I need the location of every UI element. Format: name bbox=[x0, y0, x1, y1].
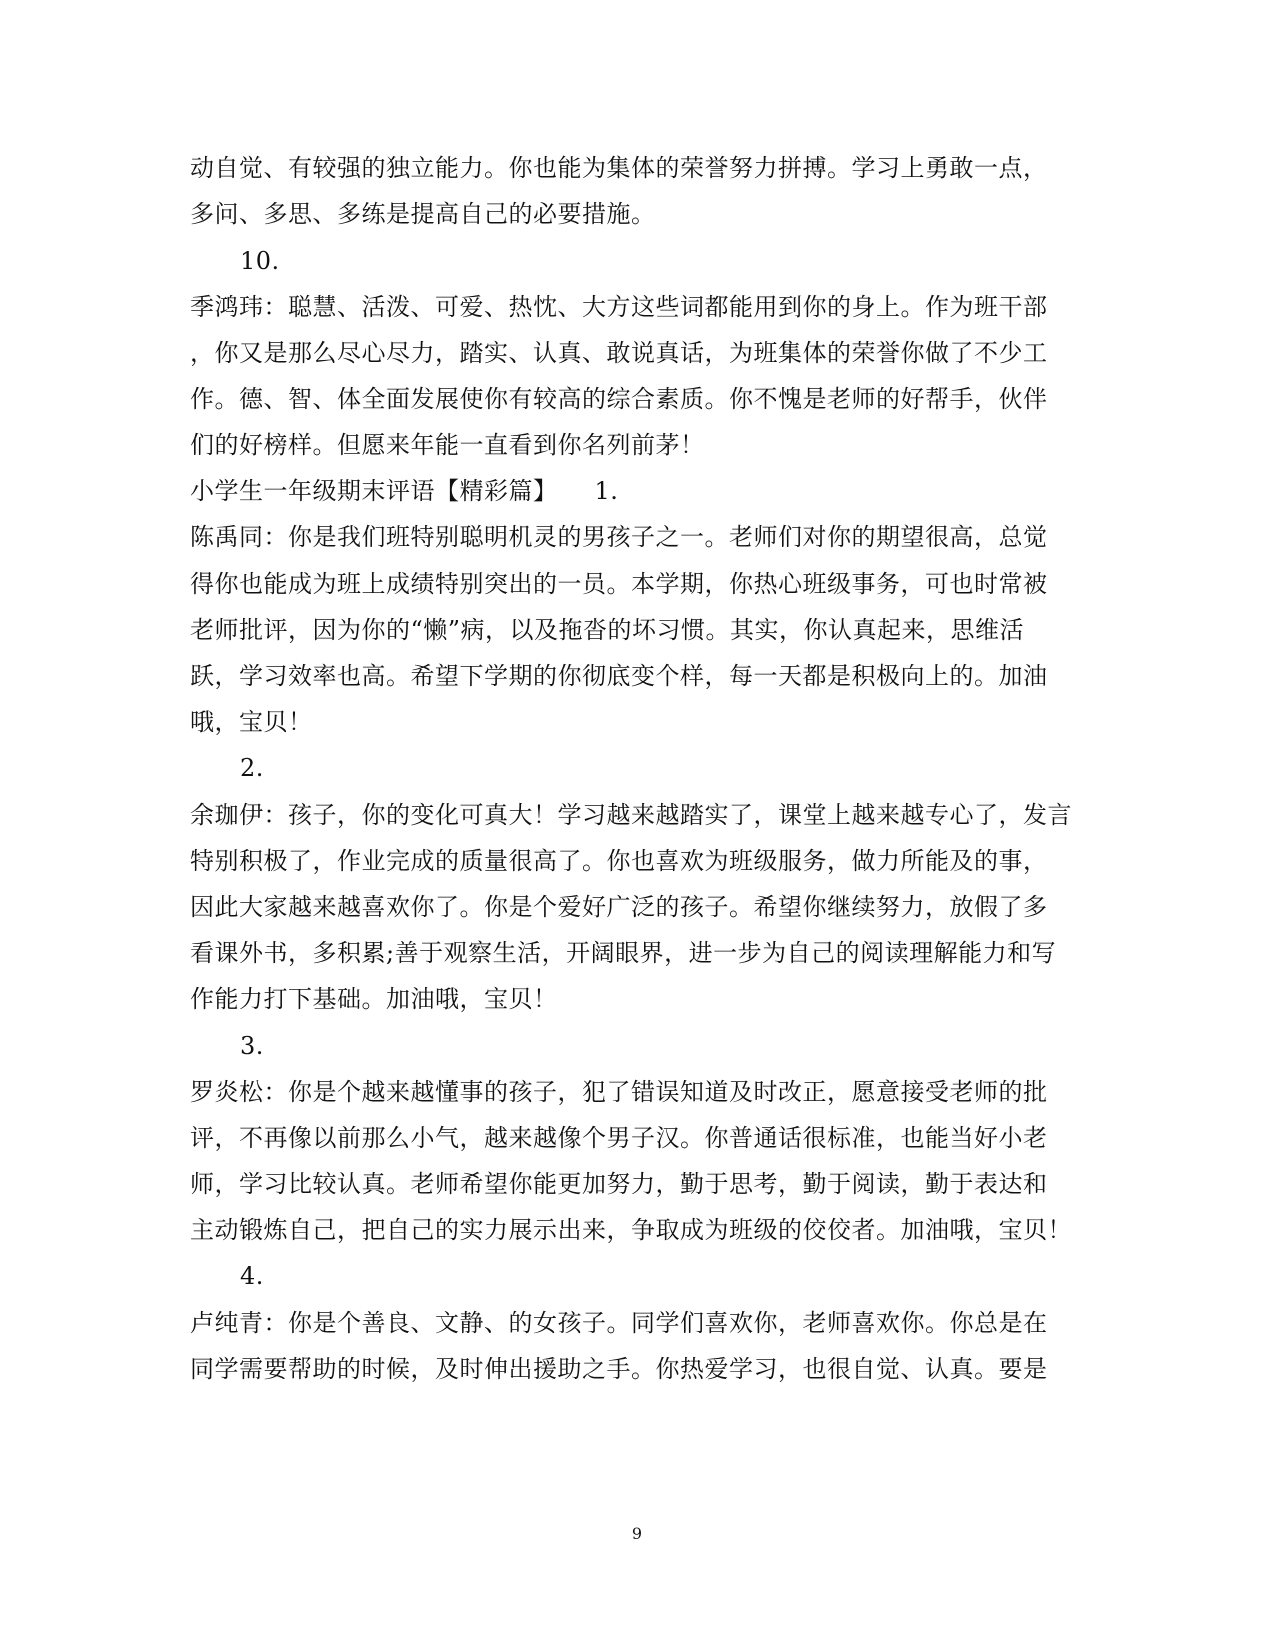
text-line: 陈禹同：你是我们班特别聪明机灵的男孩子之一。老师们对你的期望很高，总觉 bbox=[190, 523, 1048, 551]
text-line: 主动锻炼自己，把自己的实力展示出来，争取成为班级的佼佼者。加油哦，宝贝！ bbox=[190, 1216, 1072, 1244]
text-line: 老师批评，因为你的“懒”病，以及拖沓的坏习惯。其实，你认真起来，思维活 bbox=[190, 616, 1025, 644]
text-line: 多问、多思、多练是提高自己的必要措施。 bbox=[190, 200, 656, 228]
text-line: 季鸿玮：聪慧、活泼、可爱、热忱、大方这些词都能用到你的身上。作为班干部 bbox=[190, 293, 1048, 321]
item-number: 3. bbox=[240, 1032, 264, 1060]
text-line: 跃，学习效率也高。希望下学期的你彻底变个样，每一天都是积极向上的。加油 bbox=[190, 662, 1048, 690]
text-line: 评，不再像以前那么小气，越来越像个男子汉。你普通话很标准，也能当好小老 bbox=[190, 1124, 1048, 1152]
text-line: ，你又是那么尽心尽力，踏实、认真、敢说真话，为班集体的荣誉你做了不少工 bbox=[190, 339, 1048, 367]
text-line: 们的好榜样。但愿来年能一直看到你名列前茅！ bbox=[190, 431, 705, 459]
page-number: 9 bbox=[631, 1524, 643, 1543]
text-line: 卢纯青：你是个善良、文静、的女孩子。同学们喜欢你，老师喜欢你。你总是在 bbox=[190, 1309, 1048, 1337]
text-line: 因此大家越来越喜欢你了。你是个爱好广泛的孩子。希望你继续努力，放假了多 bbox=[190, 893, 1048, 921]
item-number: 2. bbox=[240, 754, 264, 782]
section-heading: 小学生一年级期末评语【精彩篇】 1. bbox=[190, 477, 619, 505]
text-line: 师，学习比较认真。老师希望你能更加努力，勤于思考，勤于阅读，勤于表达和 bbox=[190, 1170, 1048, 1198]
text-line: 作。德、智、体全面发展使你有较高的综合素质。你不愧是老师的好帮手，伙伴 bbox=[190, 385, 1048, 413]
text-line: 作能力打下基础。加油哦，宝贝！ bbox=[190, 985, 558, 1013]
text-line: 罗炎松：你是个越来越懂事的孩子，犯了错误知道及时改正，愿意接受老师的批 bbox=[190, 1078, 1048, 1106]
text-line: 得你也能成为班上成绩特别突出的一员。本学期，你热心班级事务，可也时常被 bbox=[190, 570, 1048, 598]
item-number: 10. bbox=[240, 247, 280, 275]
text-line: 同学需要帮助的时候，及时伸出援助之手。你热爱学习，也很自觉、认真。要是 bbox=[190, 1355, 1048, 1383]
text-line: 余珈伊：孩子，你的变化可真大！学习越来越踏实了，课堂上越来越专心了，发言 bbox=[190, 801, 1072, 829]
text-line: 看课外书，多积累;善于观察生活，开阔眼界，进一步为自己的阅读理解能力和写 bbox=[190, 939, 1057, 967]
text-line: 特别积极了，作业完成的质量很高了。你也喜欢为班级服务，做力所能及的事， bbox=[190, 847, 1048, 875]
text-line: 哦，宝贝！ bbox=[190, 708, 313, 736]
item-number: 4. bbox=[240, 1262, 264, 1290]
text-line: 动自觉、有较强的独立能力。你也能为集体的荣誉努力拼搏。学习上勇敢一点， bbox=[190, 154, 1048, 182]
